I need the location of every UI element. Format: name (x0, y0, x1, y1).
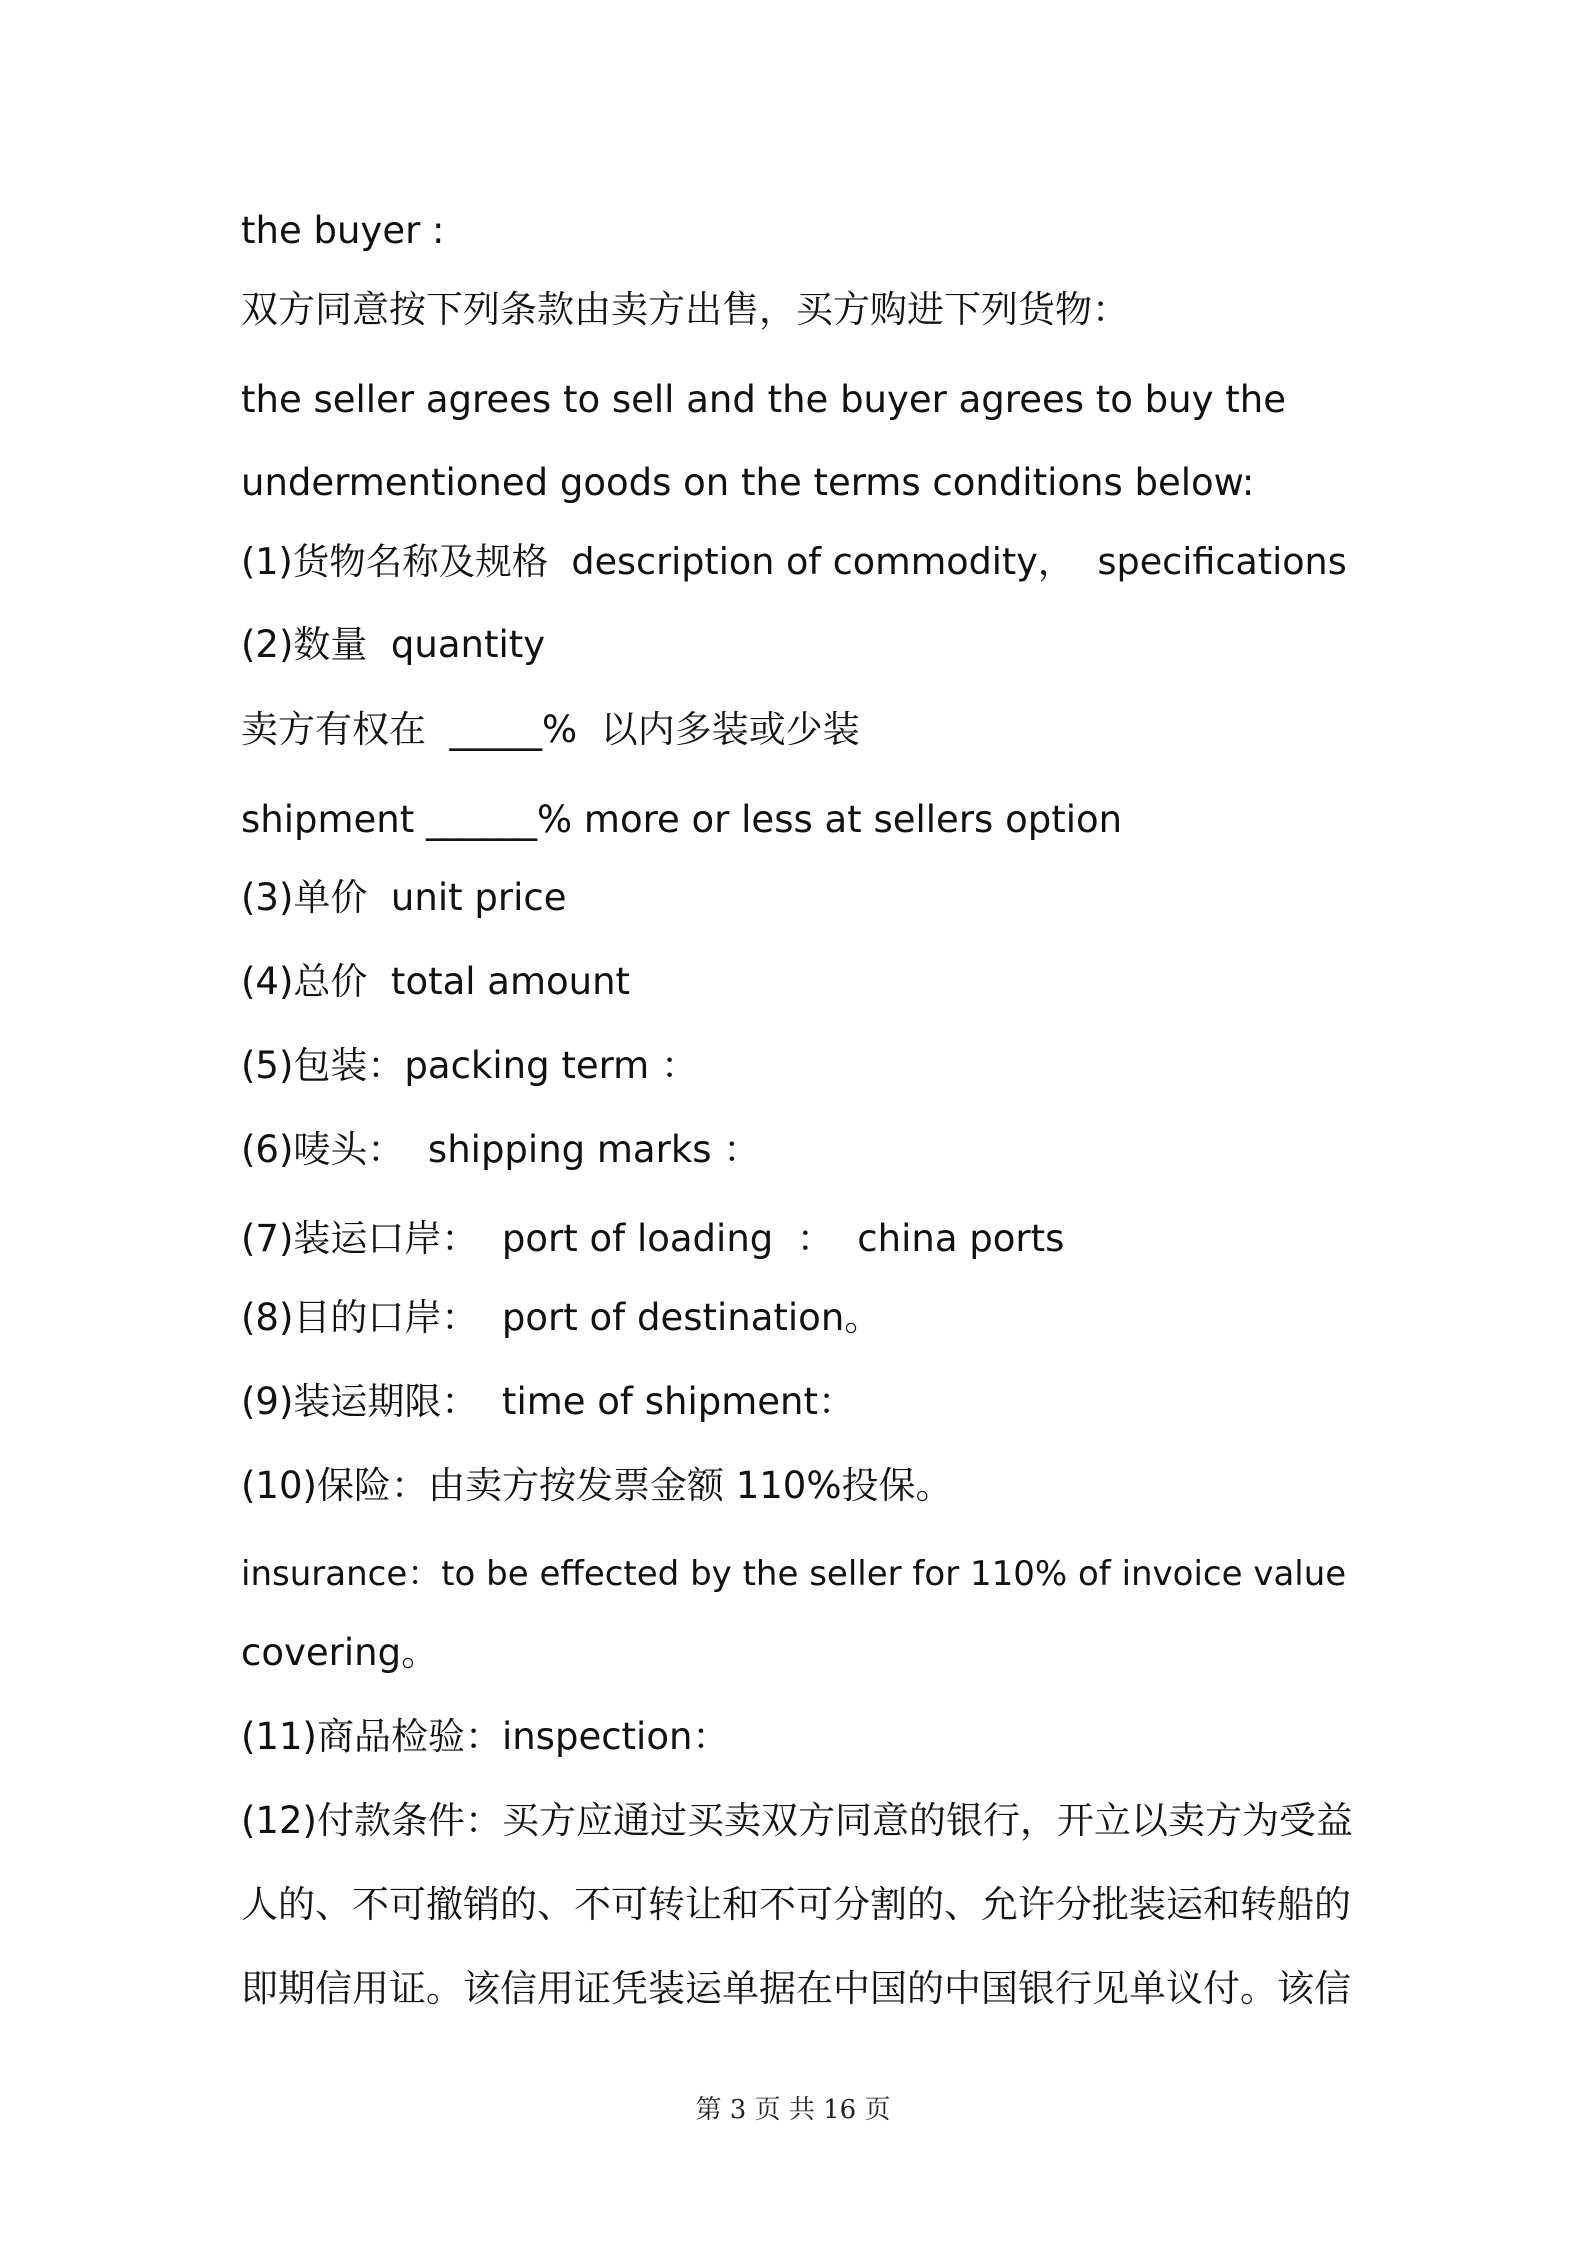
text-line-insurance-en-2: covering。 (241, 1631, 439, 1674)
text-line-item-5: (5)包装：packing term ： (241, 1044, 698, 1087)
text-line-tolerance-en: shipment ______% more or less at sellers option (241, 798, 1123, 841)
text-line-payment-2: 人的、不可撤销的、不可转让和不可分割的、允许分批装运和转船的 (241, 1883, 1351, 1926)
text-line-item-7: (7)装运口岸： port of loading ： china ports (241, 1217, 1065, 1260)
page-number-footer: 第 3 页 共 16 页 (695, 2095, 891, 2125)
text-line-buyer: the buyer : (241, 209, 445, 252)
text-line-agreement-en-1: the seller agrees to sell and the buyer agrees to buy the (241, 378, 1286, 421)
text-line-payment-3: 即期信用证。该信用证凭装运单据在中国的中国银行见单议付。该信 (241, 1967, 1351, 2010)
text-line-agreement-en-2: undermentioned goods on the terms conditions below: (241, 461, 1255, 504)
text-line-item-9: (9)装运期限： time of shipment： (241, 1380, 855, 1423)
text-line-item-4: (4)总价 total amount (241, 960, 631, 1003)
text-line-item-2: (2)数量 quantity (241, 623, 546, 666)
text-line-item-11: (11)商品检验：inspection： (241, 1715, 730, 1758)
text-line-item-10: (10)保险：由卖方按发票金额 110%投保。 (241, 1464, 953, 1507)
text-line-item-3: (3)单价 unit price (241, 876, 567, 919)
text-line-item-12: (12)付款条件：买方应通过买卖双方同意的银行，开立以卖方为受益 (241, 1799, 1353, 1842)
text-line-item-6: (6)唛头： shipping marks ： (241, 1128, 761, 1171)
text-line-insurance-en-1: insurance：to be effected by the seller for 110% of invoice value (241, 1554, 1347, 1594)
text-line-tolerance-cn: 卖方有权在 _____% 以内多装或少装 (241, 708, 860, 751)
text-line-item-1: (1)货物名称及规格 description of commodity， specifications (241, 540, 1347, 583)
text-line-item-8: (8)目的口岸： port of destination。 (241, 1296, 882, 1339)
text-line-agreement-cn: 双方同意按下列条款由卖方出售，买方购进下列货物： (241, 288, 1129, 331)
